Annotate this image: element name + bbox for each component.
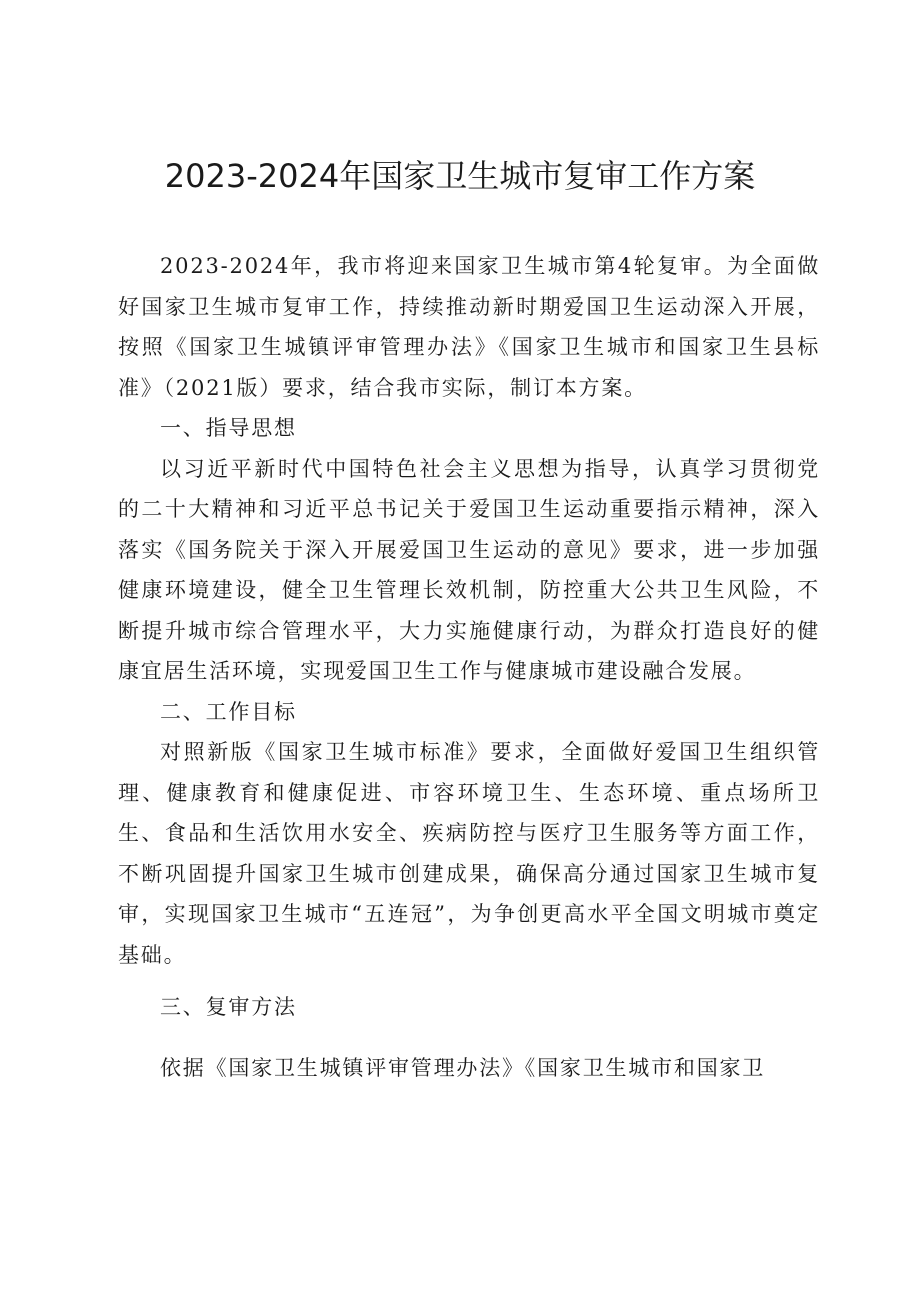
guiding-ideology-paragraph: 以习近平新时代中国特色社会主义思想为指导，认真学习贯彻党的二十大精神和习近平总书记关于爱国卫生运动重要指示精神，深入落实《国务院关于深入开展爱国卫生运动的意见》要求，进一步加强健康环境建设，健全卫生管理长效机制，防控重大公共卫生风险，不断提升城市综合管理水平，大力实施健康行动，为群众打造良好的健康宜居生活环境，实现爱国卫生工作与健康城市建设融合发展。 <box>118 456 820 683</box>
document-body <box>118 246 820 1088</box>
section-heading-work-goals: 二、工作目标 <box>160 699 297 724</box>
spacer <box>118 1028 820 1048</box>
work-goals-paragraph: 对照新版《国家卫生城市标准》要求，全面做好爱国卫生组织管理、健康教育和健康促进、市容环境卫生、生态环境、重点场所卫生、食品和生活饮用水安全、疾病防控与医疗卫生服务等方面工作，不断巩固提升国家卫生城市创建成果，确保高分通过国家卫生城市复审，实现国家卫生城市“五连冠”，为争创更高水平全国文明城市奠定基础。 <box>118 740 820 967</box>
section-heading-review-method: 三、复审方法 <box>160 995 297 1019</box>
review-method-paragraph: 依据《国家卫生城镇评审管理办法》《国家卫生城市和国家卫 <box>160 1055 766 1080</box>
document-title: 2023-2024年国家卫生城市复审工作方案 <box>164 157 756 195</box>
intro-paragraph: 2023-2024年，我市将迎来国家卫生城市第4轮复审。为全面做好国家卫生城市复审工作，持续推动新时期爱国卫生运动深入开展，按照《国家卫生城镇评审管理办法》《国家卫生城市和国家卫生县标准》（2021版）要求，结合我市实际，制订本方案。 <box>118 254 820 400</box>
spacer <box>118 975 820 987</box>
section-heading-guiding-ideology: 一、指导思想 <box>160 416 297 440</box>
